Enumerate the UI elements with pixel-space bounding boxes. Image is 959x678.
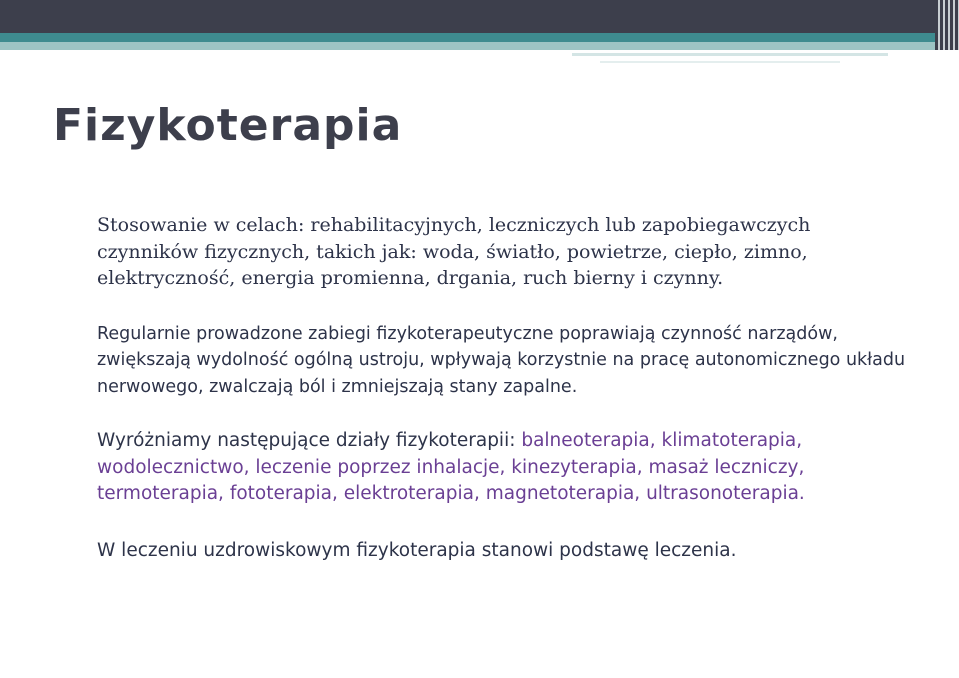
header-bar-dark — [0, 0, 935, 33]
branches-list: balneoterapia, klimatoterapia, wodolecznictwo, leczenie poprzez inhalacje, kinezyterapia, masaż leczniczy, termoterapia, fototerapia, elektroterapia, magnetoterapia, ultrasonoterapia. — [97, 430, 805, 504]
branches-intro: Wyróżniamy następujące działy fizykoterapii: — [97, 430, 522, 451]
slide-body — [97, 212, 917, 564]
slide-title: Fizykoterapia — [53, 100, 403, 151]
paragraph-benefits: Regularnie prowadzone zabiegi fizykoterapeutyczne poprawiają czynność narządów, zwiększają wydolność ogólną ustroju, wpływają korzystnie na pracę autonomicznego układu nerwowego, zwalczają ból i zmniejszają stany zapalne. — [97, 323, 906, 397]
header-bar-teal — [0, 33, 959, 42]
header-accent-line-2 — [600, 61, 840, 63]
header-accent-line — [572, 53, 888, 56]
paragraph-branches — [97, 428, 917, 508]
header-stripes-decoration — [935, 0, 959, 50]
paragraph-spa-treatment: W leczeniu uzdrowiskowym fizykoterapia stanowi podstawę leczenia. — [97, 539, 737, 561]
paragraph-definition: Stosowanie w celach: rehabilitacyjnych, leczniczych lub zapobiegawczych czynników fizycznych, takich jak: woda, światło, powietrze, ciepło, zimno, elektryczność, energia promienna, drgania, ruch bierny i czynny. — [97, 214, 811, 289]
header-bar-light — [0, 42, 959, 50]
